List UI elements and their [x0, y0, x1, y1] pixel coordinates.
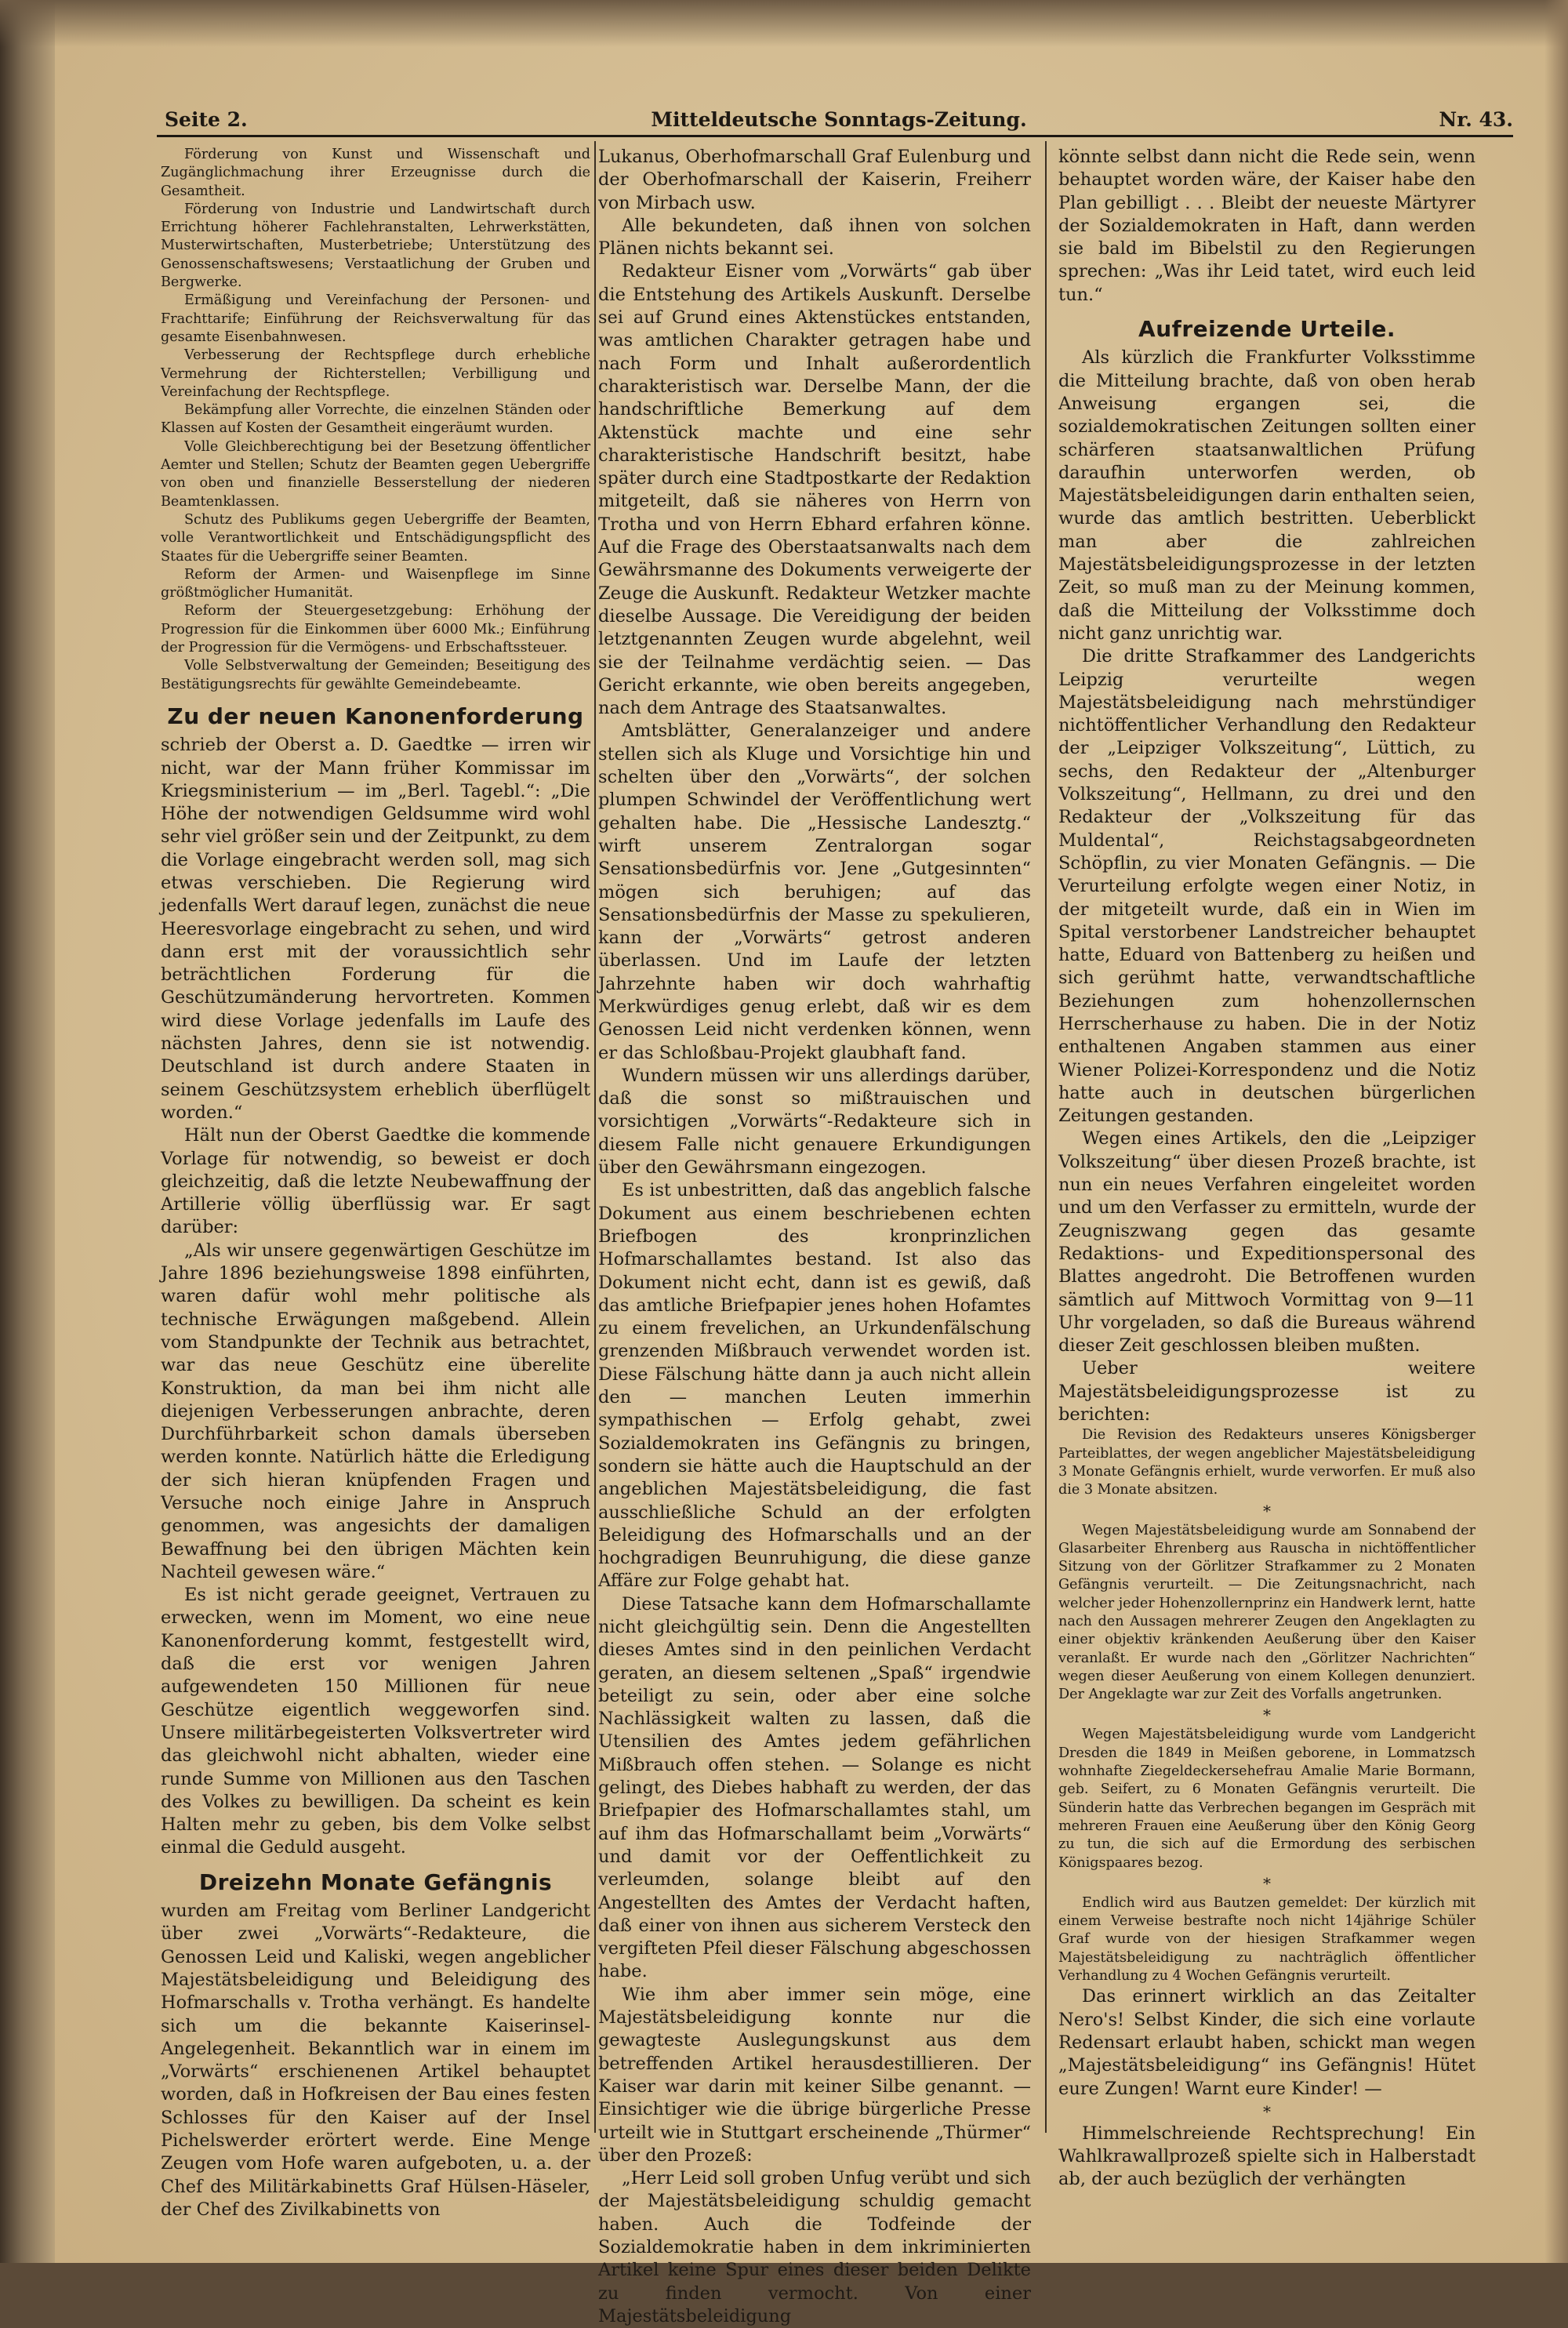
program-item: Schutz des Publikums gegen Uebergriffe der Beamten, volle Verantwortlichkeit und Entschädigungspflicht des Staates für die Uebergriffe seiner Beamten. [161, 511, 590, 565]
program-item: Ermäßigung und Vereinfachung der Personen- und Frachttarife; Einführung der Reichsverwaltung für das gesamte Eisenbahnwesen. [161, 292, 590, 345]
program-item: Volle Gleichberechtigung bei der Besetzung öffentlicher Aemter und Stellen; Schutz der Beamten gegen Uebergriffe von oben und finanzielle Besserstellung der niederen Beamtenklassen. [161, 438, 590, 510]
separator-asterisk: * [1263, 1873, 1271, 1893]
article-paragraph: Lukanus, Oberhofmarschall Graf Eulenburg und der Oberhofmarschall der Kaiserin, Freiherr von Mirbach usw. [598, 147, 1031, 213]
program-item: Volle Selbstverwaltung der Gemeinden; Beseitigung des Bestätigungsrechts für gewählte Gemeindebeamte. [161, 658, 590, 692]
article-paragraph: Es ist unbestritten, daß das angeblich falsche Dokument aus einem beschriebenen echten Briefbogen des kronprinzlichen Hofmarschallamtes bestand. Ist also das Dokument nicht echt, dann ist es gewiß, daß das amtliche Briefpapier jenes hohen Hofamtes zu einem frevelichen, an Urkundenfälschung grenzenden Mißbrauch verwendet worden ist. Diese Fälschung hätte dann ja auch nicht allein den — manchen Leuten immerhin sympathischen — Erfolg gehabt, zwei Sozialdemokraten ins Gefängnis zu bringen, sondern sie hätte auch die Hauptschuld an der angeblichen Majestätsbeleidigung, die fast ausschließliche Schuld an der erfolgten Beleidigung des Hofmarschalls und an der hochgradigen Beunruhigung, die diese ganze Affäre zur Folge gehabt hat. [598, 1180, 1031, 1592]
separator-asterisk: * [1263, 2101, 1271, 2121]
article-paragraph: Diese Tatsache kann dem Hofmarschallamte nicht gleichgültig sein. Denn die Angestellten dieses Amtes sind in den peinlichen Verdacht geraten, an diesem seltenen „Spaß“ irgendwie beteiligt zu sein, oder aber eine solche Nachlässigkeit walten zu lassen, daß die Utensilien des Amtes jedem gefährlichen Mißbrauch offen stehen. — Solange es nicht gelingt, des Diebes habhaft zu werden, der das Briefpapier des Hofmarschallamtes stahl, um auf ihm das Hofmarschallamt beim „Vorwärts“ und damit vor der Oeffentlichkeit zu verleumden, solange bleibt auf den Angestellten des Amtes der Verdacht haften, daß einer von ihnen aus sicherem Versteck den vergifteten Pfeil dieser Fälschung abgeschossen habe. [598, 1593, 1031, 1982]
article-paragraph: Amtsblätter, Generalanzeiger und andere stellen sich als Kluge und Vorsichtige hin und schelten über den „Vorwärts“, der solchen plumpen Schwindel der Veröffentlichung wert gehalten habe. Die „Hessische Landesztg.“ wirft unserem Zentralorgan sogar Sensationsbedürfnis vor. Jene „Gutgesinnten“ mögen sich beruhigen; auf das Sensationsbedürfnis der Masse zu spekulieren, kann der „Vorwärts“ getrost anderen überlassen. Und im Laufe der letzten Jahrzehnte haben wir doch wahrhaftig Merkwürdiges genug erlebt, daß wir es dem Genossen Leid nicht verdenken können, wenn er das Schloßbau-Projekt glaubhaft fand. [598, 721, 1031, 1063]
article-paragraph: Ueber weitere Majestätsbeleidigungsprozesse ist zu berichten: [1058, 1358, 1475, 1425]
separator-asterisk: * [1263, 1501, 1271, 1520]
news-item: Wegen Majestätsbeleidigung wurde vom Landgericht Dresden die 1849 in Meißen geborene, in Lommatzsch wohnhafte Ziegeldeckersehefrau Amalie Marie Bormann, geb. Seifert, zu 6 Monaten Gefängnis verurteilt. Die Sünderin hatte das Verbrechen begangen im Gespräch mit mehreren Frauen eine Aeußerung über den König Georg zu tun, die sich auf die Ermordung des serbischen Königspaares bezog. [1058, 1727, 1475, 1871]
article-paragraph: Als kürzlich die Frankfurter Volksstimme die Mitteilung brachte, daß von oben herab Anweisung ergangen sei, die sozialdemokratischen Zeitungen sollten einer schärferen staatsanwaltlichen Prüfung daraufhin unterworfen werden, ob Majestätsbeleidigungen darin enthalten seien, wurde das amtlich bestritten. Ueberblickt man aber die zahlreichen Majestätsbeleidigungsprozesse in der letzten Zeit, so muß man zu der Meinung kommen, daß die Mitteilung der Volksstimme doch nicht ganz unrichtig war. [1058, 347, 1475, 644]
article-paragraph: schrieb der Oberst a. D. Gaedtke — irren wir nicht, war der Mann früher Kommissar im Kriegsministerium — im „Berl. Tagebl.“: „Die Höhe der notwendigen Geldsumme wird wohl sehr viel größer sein und der Zeitpunkt, zu dem die Vorlage eingebracht werden soll, mag sich etwas verschieben. Die Regierung wird jedenfalls Wert darauf legen, zunächst die neue Heeresvorlage eingebracht zu sehen, und wird dann erst mit der voraussichtlich sehr beträchtlichen Forderung für die Geschützumänderung hervortreten. Kommen wird diese Vorlage jedenfalls im Laufe des nächsten Jahres, denn sie ist notwendig. Deutschland ist durch andere Staaten in seinem Geschützsystem erheblich überflügelt worden.“ [161, 735, 590, 1123]
program-item: Verbesserung der Rechtspflege durch erhebliche Vermehrung der Richterstellen; Verbilligung und Vereinfachung der Rechtspflege. [161, 347, 590, 400]
program-item: Reform der Armen- und Waisenpflege im Sinne größtmöglicher Humanität. [161, 566, 590, 601]
page-right-edge [1544, 0, 1568, 2263]
news-item: Wegen Majestätsbeleidigung wurde am Sonnabend der Glasarbeiter Ehrenberg aus Rauscha in nichtöffentlicher Sitzung von der Görlitzer Strafkammer zu 2 Monaten Gefängnis verurteilt. — Die Zeitungsnachricht, nach welcher jeder Hohenzollernprinz ein Handwerk lernt, hatte nach den Aussagen mehrerer Zeugen den Angeklagten zu einer objektiv kränkenden Aeußerung über den Kaiser veranlaßt. Er wurde nach den „Görlitzer Nachrichten“ wegen dieser Aeußerung von einem Kollegen denunziert. Der Angeklagte war zur Zeit des Vorfalls angetrunken. [1058, 1522, 1475, 1703]
article-paragraph: Alle bekundeten, daß ihnen von solchen Plänen nichts bekannt sei. [598, 215, 1031, 260]
page-number: Seite 2. [165, 108, 248, 131]
article-paragraph: Wie ihm aber immer sein möge, eine Majestätsbeleidigung konnte nur die gewagteste Auslegungskunst aus dem betreffenden Artikel herausdestillieren. Der Kaiser war darin mit keiner Silbe genannt. — Einsichtiger wie die übrige bürgerliche Presse urteilt wie in Stuttgart erscheinende „Thürmer“ über den Prozeß: [598, 1984, 1031, 2166]
program-item: Förderung von Kunst und Wissenschaft und Zugänglichmachung ihrer Erzeugnisse durch die Gesamtheit. [161, 147, 590, 199]
news-item: Endlich wird aus Bautzen gemeldet: Der kürzlich mit einem Verweise bestrafte noch nicht 14jährige Schüler Graf wurde von der hiesigen Strafkammer wegen Majestätsbeleidigung zu nachträglich öffentlicher Verhandlung zu 4 Wochen Gefängnis verurteilt. [1058, 1894, 1475, 1985]
article-paragraph: wurden am Freitag vom Berliner Landgericht über zwei „Vorwärts“-Redakteure, die Genossen Leid und Kaliski, wegen angeblicher Majestätsbeleidigung und Beleidigung des Hofmarschalls v. Trotha verhängt. Es handelte sich um die bekannte Kaiserinsel-Angelegenheit. Bekanntlich war in einem im „Vorwärts“ erschienenen Artikel behauptet worden, daß in Hofkreisen der Bau eines festen Schlosses für den Kaiser auf der Insel Pichelswerder erörtert werde. Eine Menge Zeugen vom Hofe waren aufgeboten, u. a. der Chef des Militärkabinetts Graf Hülsen-Häseler, der Chef des Zivilkabinetts von [161, 1901, 590, 2220]
column-divider [594, 141, 596, 2133]
article-paragraph: Himmelschreiende Rechtsprechung! Ein Wahlkrawallprozeß spielte sich in Halberstadt ab, der auch bezüglich der verhängten [1058, 2123, 1475, 2190]
column-1 [161, 146, 590, 2220]
binding-spine [0, 0, 55, 2263]
article-paragraph: Hält nun der Oberst Gaedtke die kommende Vorlage für notwendig, so beweist er doch gleichzeitig, daß die letzte Neubewaffnung der Artillerie völlig überflüssig war. Er sagt darüber: [161, 1125, 590, 1238]
article-headline: Aufreizende Urteile. [1138, 316, 1396, 343]
article-headline: Zu der neuen Kanonenforderung [167, 703, 584, 729]
news-item: Die Revision des Redakteurs unseres Königsberger Parteiblattes, der wegen angeblicher Majestätsbeleidigung 3 Monate Gefängnis erhielt, wurde verworfen. Er muß also die 3 Monate absitzen. [1058, 1427, 1475, 1498]
program-item: Förderung von Industrie und Landwirtschaft durch Errichtung höherer Fachlehranstalten, Lehrwerkstätten, Musterwirtschaften, Musterbetriebe; Unterstützung des Genossenschaftswesens; Verstaatlichung der Gruben und Bergwerke. [161, 201, 590, 291]
column-3 [1058, 146, 1475, 2190]
article-paragraph: Es ist nicht gerade geeignet, Vertrauen zu erwecken, wenn im Moment, wo eine neue Kanonenforderung kommt, festgestellt wird, daß die erst vor wenigen Jahren aufgewendeten 150 Millionen für neue Geschütze eigentlich weggeworfen sind. Unsere militärbegeisterten Volksvertreter wird das gleichwohl nicht abhalten, wieder eine runde Summe von Millionen aus den Taschen des Volkes zu bewilligen. Da scheint es kein Halten mehr zu geben, bis dem Volke selbst einmal die Geduld ausgeht. [161, 1585, 590, 1858]
header-rule [157, 135, 1513, 137]
article-headline: Dreizehn Monate Gefängnis [198, 1869, 553, 1895]
page-top-edge [0, 0, 1568, 47]
article-paragraph: Die dritte Strafkammer des Landgerichts Leipzig verurteilte wegen Majestätsbeleidigung nach mehrstündiger nichtöffentlicher Verhandlung den Redakteur der „Leipziger Volkszeitung“, Lüttich, zu sechs, den Redakteur der „Altenburger Volkszeitung“, Hellmann, zu drei und den Redakteur der „Volkszeitung für das Muldental“, Reichstagsabgeordneten Schöpflin, zu vier Monaten Gefängnis. — Die Verurteilung erfolgte wegen einer Notiz, in der mitgeteilt wurde, daß ein in Wien im Spital verstorbener Landstreicher behauptet hatte, Eduard von Battenberg zu heißen und sich gerühmt hatte, verwandtschaftliche Beziehungen zum hohenzollernschen Herrscherhause zu haben. Die in der Notiz enthaltenen Angaben stammen aus einer Wiener Polizei-Korrespondenz und die Notiz hatte auch in deutschen bürgerlichen Zeitungen gestanden. [1058, 646, 1475, 1127]
article-paragraph: Wundern müssen wir uns allerdings darüber, daß die sonst so mißtrauischen und vorsichtigen „Vorwärts“-Redakteure sich in diesem Falle nicht genauere Erkundigungen über den Gewährsmann eingezogen. [598, 1065, 1031, 1179]
article-paragraph: könnte selbst dann nicht die Rede sein, wenn behauptet worden wäre, der Kaiser habe den Plan gebilligt . . . Bleibt der neueste Märtyrer der Sozialdemokraten in Haft, dann werden sie bald im Bibelstil zu den Regierungen sprechen: „Was ihr Leid tatet, wird euch leid tun.“ [1058, 147, 1475, 305]
article-paragraph: „Herr Leid soll groben Unfug verübt und sich der Majestätsbeleidigung schuldig gemacht haben. Auch die Todfeinde der Sozialdemokratie haben in dem inkriminierten Artikel keine Spur eines dieser beiden Delikte zu finden vermocht. Von einer Majestätsbeleidigung [598, 2168, 1031, 2326]
column-2 [598, 146, 1031, 2326]
newspaper-title: Mitteldeutsche Sonntags-Zeitung. [651, 108, 1027, 131]
article-paragraph: Redakteur Eisner vom „Vorwärts“ gab über die Entstehung des Artikels Auskunft. Derselbe sei auf Grund eines Aktenstückes entstanden, was amtlichen Charakter getragen habe und nach Form und Inhalt außerordentlich charakteristisch war. Derselbe Mann, der die handschriftliche Bemerkung auf dem Aktenstück machte und eine sehr charakteristische Handschrift besitzt, habe später durch eine Stadtpostkarte der Redaktion mitgeteilt, daß sie näheres von Herrn von Trotha und von Herrn Ebhard erfahren könne. Auf die Frage des Oberstaatsanwalts nach dem Gewährsmanne des Dokuments verweigerte der Zeuge die Auskunft. Redakteur Wetzker machte dieselbe Aussage. Die Vereidigung der beiden letztgenannten Zeugen wurde abgelehnt, weil sie der Teilnahme verdächtig seien. — Das Gericht erkannte, wie oben bereits angegeben, nach dem Antrage des Staatsanwaltes. [598, 261, 1031, 719]
separator-asterisk: * [1263, 1705, 1271, 1725]
article-paragraph: Wegen eines Artikels, den die „Leipziger Volkszeitung“ über diesen Prozeß brachte, ist nun ein neues Verfahren eingeleitet worden und um den Verfasser zu ermitteln, wurde der Zeugniszwang gegen das gesamte Redaktions- und Expeditionspersonal des Blattes angedroht. Die Betroffenen wurden sämtlich auf Mittwoch Vormittag von 9—11 Uhr vorgeladen, so daß die Bureaus während dieser Zeit geschlossen bleiben mußten. [1058, 1128, 1475, 1356]
program-item: Reform der Steuergesetzgebung: Erhöhung der Progression für die Einkommen über 6000 Mk.; Einführung der Progression für die Vermögens- und Erbschaftssteuer. [161, 603, 590, 656]
column-divider [1045, 141, 1047, 2133]
article-paragraph: „Als wir unsere gegenwärtigen Geschütze im Jahre 1896 beziehungsweise 1898 einführten, waren dafür wohl mehr politische als technische Erwägungen maßgebend. Allein vom Standpunkte der Technik aus betrachtet, war das neue Geschütz eine überelite Konstruktion, da man bei ihm nicht alle diejenigen Verbesserungen anbrachte, deren Durchführbarkeit schon damals überseben werden konnte. Natürlich hätte die Erledigung der sich hieran knüpfenden Fragen und Versuche noch einige Jahre in Anspruch genommen, was angesichts der damaligen Bewaffnung bei den übrigen Mächten kein Nachteil gewesen wäre.“ [161, 1240, 590, 1582]
article-paragraph: Das erinnert wirklich an das Zeitalter Nero's! Selbst Kinder, die sich eine vorlaute Redensart erlaubt haben, schickt man wegen „Majestätsbeleidigung“ ins Gefängnis! Hütet eure Zungen! Warnt eure Kinder! — [1058, 1986, 1475, 2099]
issue-number: Nr. 43. [1439, 108, 1513, 131]
program-item: Bekämpfung aller Vorrechte, die einzelnen Ständen oder Klassen auf Kosten der Gesamtheit eingeräumt wurden. [161, 402, 590, 437]
